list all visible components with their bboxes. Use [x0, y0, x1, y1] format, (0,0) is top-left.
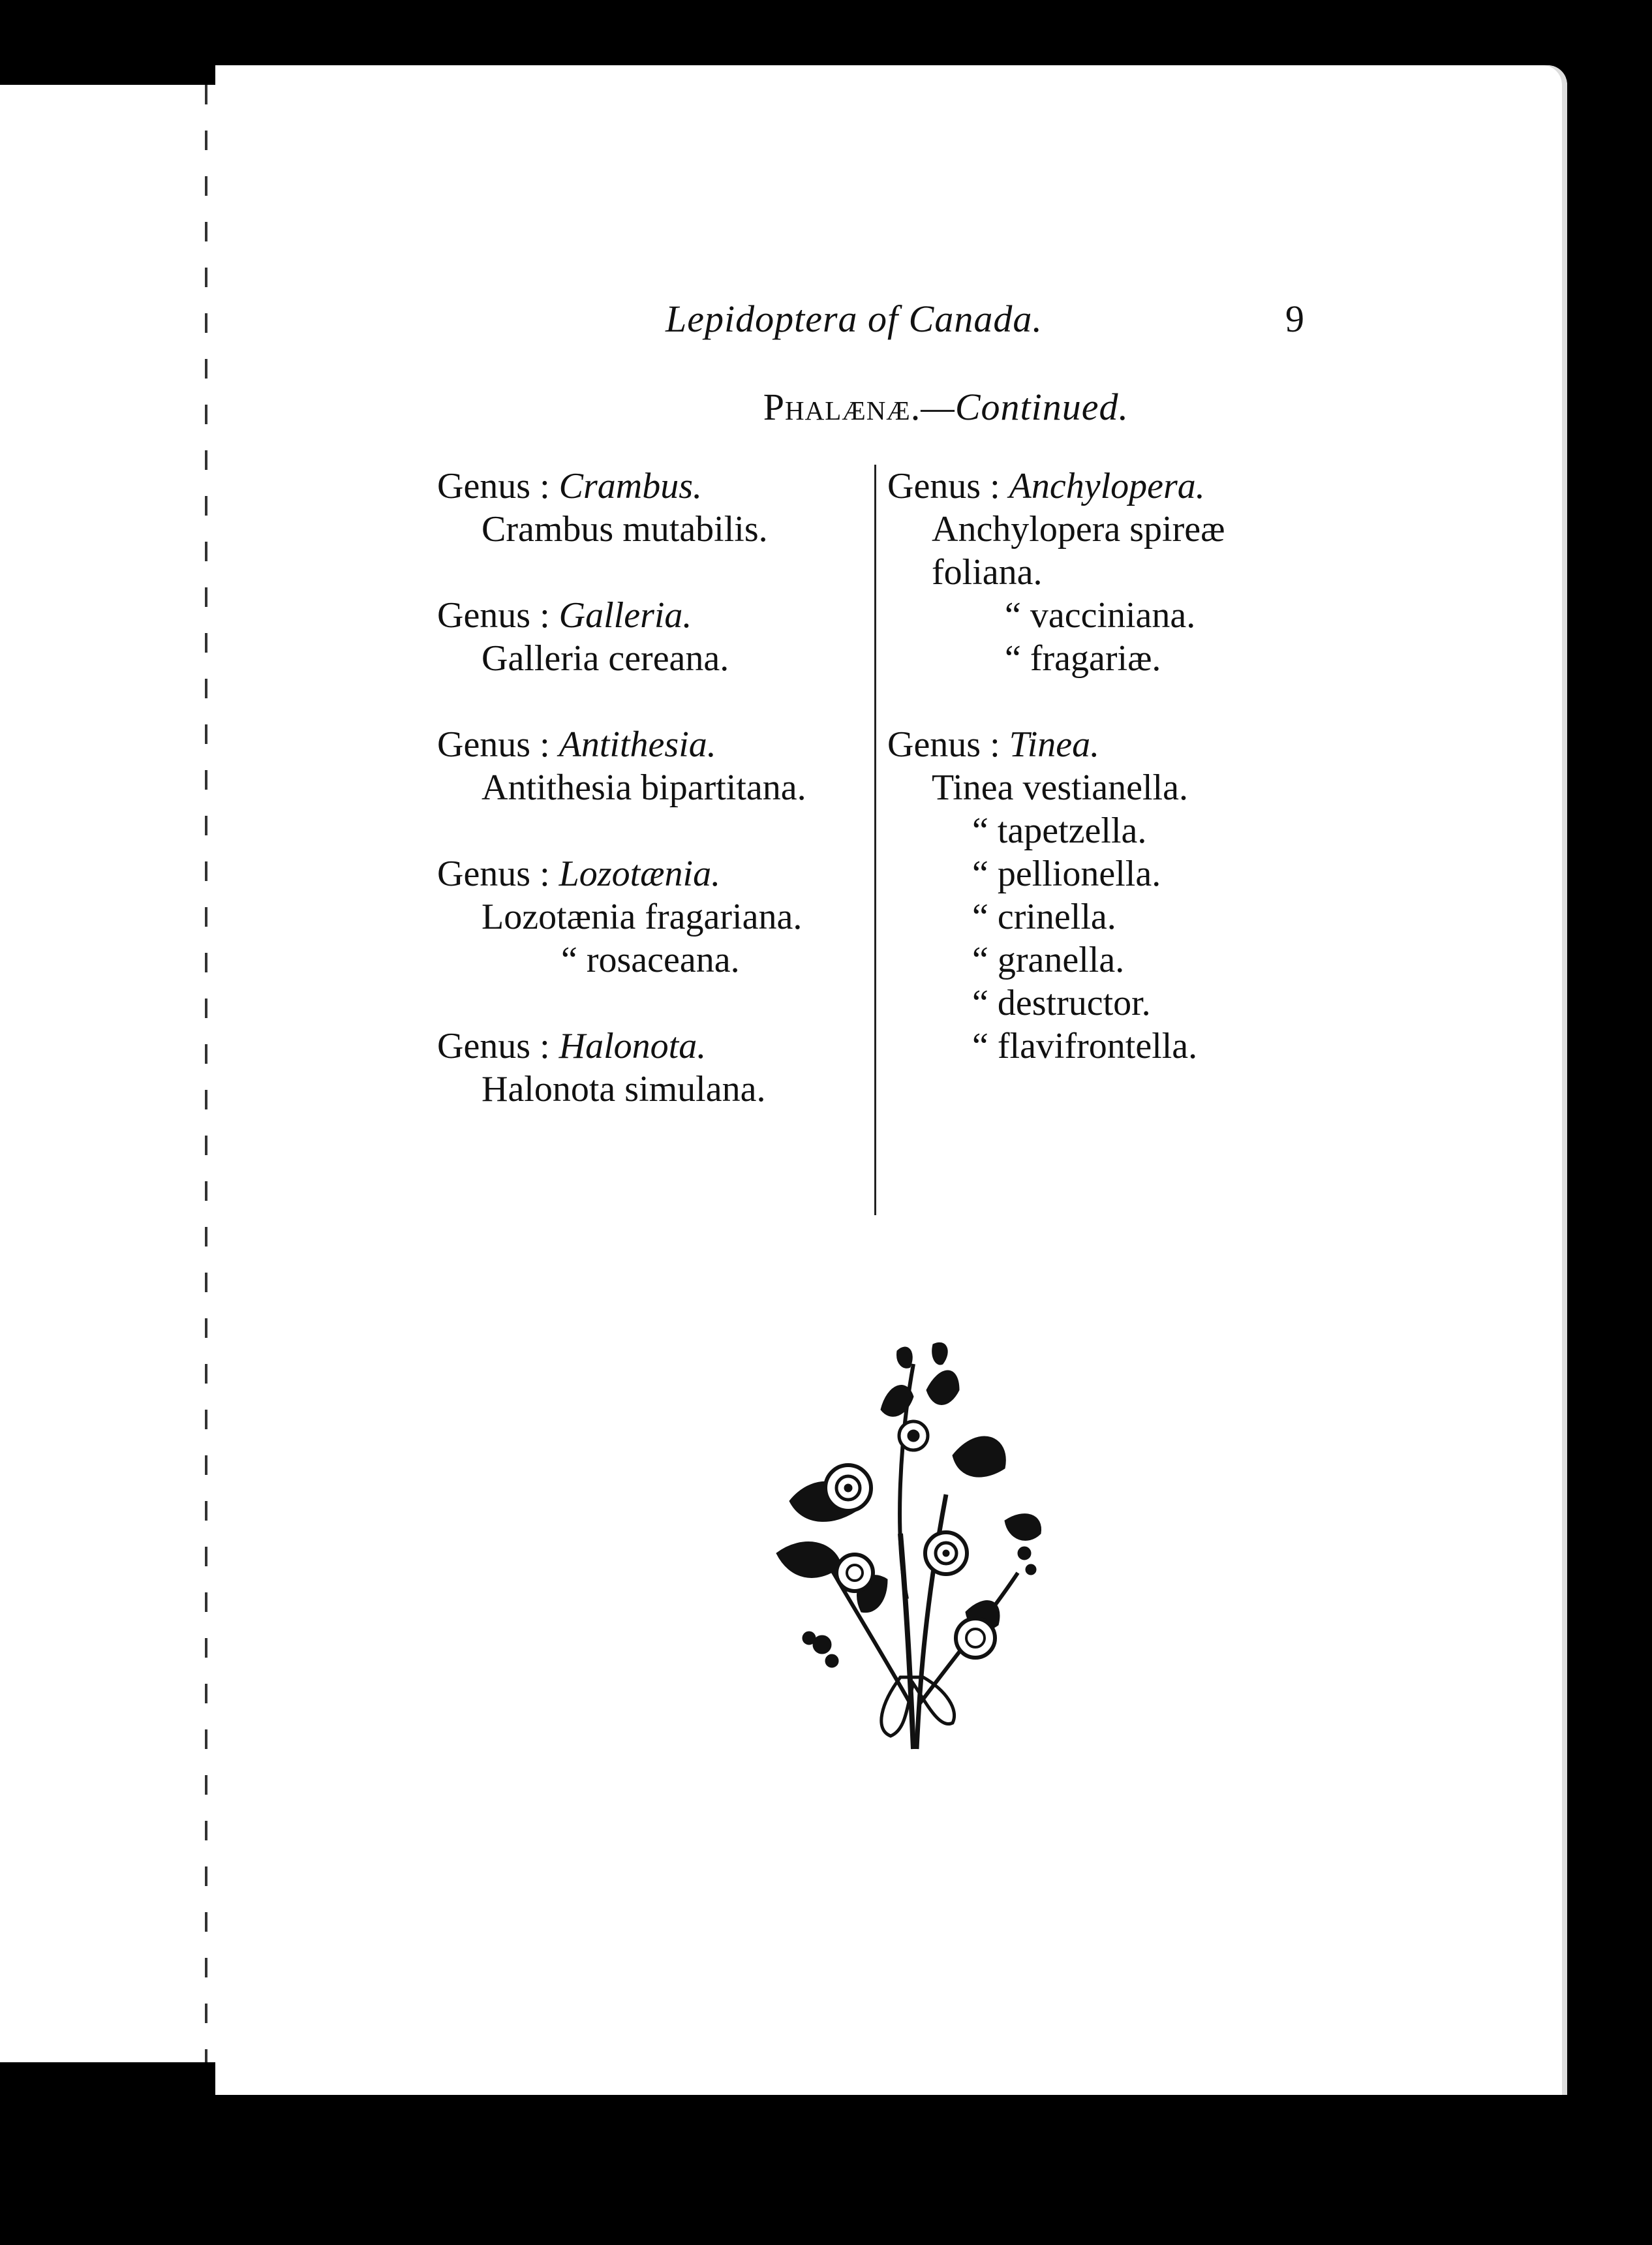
- genus-name: Tinea.: [1009, 724, 1100, 765]
- book-page: [215, 65, 1567, 2095]
- genus-name: Crambus.: [558, 466, 703, 506]
- genus-block-galleria: [437, 594, 894, 680]
- right-column: [887, 465, 1357, 1111]
- genus-line: [437, 1025, 894, 1068]
- facing-page-edge: [0, 85, 217, 2062]
- genus-label: Genus :: [437, 724, 550, 765]
- species-entry: “ tapetzella.: [972, 811, 1147, 851]
- page-number: 9: [1285, 298, 1304, 340]
- species-entry: “ granella.: [972, 940, 1125, 980]
- genus-name: Galleria.: [558, 595, 692, 636]
- genus-block-halonota: [437, 1025, 894, 1111]
- genus-name: Anchylopera.: [1009, 466, 1205, 506]
- species-entry: “ flavifrontella.: [972, 1026, 1198, 1066]
- genus-block-anchylopera: [887, 465, 1357, 680]
- genus-line: [887, 723, 1357, 766]
- genus-label: Genus :: [437, 595, 550, 636]
- genus-label: Genus :: [887, 724, 1000, 765]
- binding-stitching: [205, 85, 207, 2062]
- species-entry: “ rosaceana.: [561, 940, 740, 980]
- genus-line: [437, 594, 894, 637]
- genus-label: Genus :: [437, 1026, 550, 1066]
- section-title-family: Phalænæ.: [763, 386, 921, 428]
- genus-name: Halonota.: [558, 1026, 707, 1066]
- genus-label: Genus :: [437, 466, 550, 506]
- running-title: Lepidoptera of Canada.: [665, 298, 1043, 340]
- genus-label: Genus :: [887, 466, 1000, 506]
- genus-line: [437, 465, 894, 508]
- genus-line: [437, 723, 894, 766]
- species-entry: “ destructor.: [972, 983, 1151, 1023]
- species-entry: “ pellionella.: [972, 854, 1161, 894]
- page-header: [215, 297, 1567, 349]
- genus-label: Genus :: [437, 854, 550, 894]
- genus-block-tinea: [887, 723, 1357, 1068]
- species-entry: Antithesia bipartitana.: [482, 767, 806, 808]
- genus-name: Antithesia.: [558, 724, 716, 765]
- species-entry: Galleria cereana.: [482, 638, 729, 679]
- genus-line: [437, 852, 894, 895]
- species-entry: “ vacciniana.: [1005, 595, 1196, 636]
- species-entry: Lozotænia fragariana.: [482, 897, 803, 937]
- genus-block-crambus: [437, 465, 894, 551]
- left-column: [437, 465, 894, 1154]
- species-entry: Tinea vestianella.: [932, 767, 1188, 808]
- genus-block-antithesia: [437, 723, 894, 809]
- section-title: [215, 385, 1129, 429]
- genus-name: Lozotænia.: [558, 854, 721, 894]
- species-entry: “ fragariæ.: [1005, 638, 1161, 679]
- species-entry: Crambus mutabilis.: [482, 509, 768, 550]
- section-title-continued: —Continued.: [921, 386, 1129, 428]
- floral-bouquet-ornament-icon: [750, 1338, 1077, 1762]
- genus-block-lozotaenia: [437, 852, 894, 982]
- genus-line: [887, 465, 1357, 508]
- species-entry: Anchylopera spireæ foliana.: [932, 509, 1225, 593]
- species-entry: Halonota simulana.: [482, 1069, 766, 1109]
- species-entry: “ crinella.: [972, 897, 1116, 937]
